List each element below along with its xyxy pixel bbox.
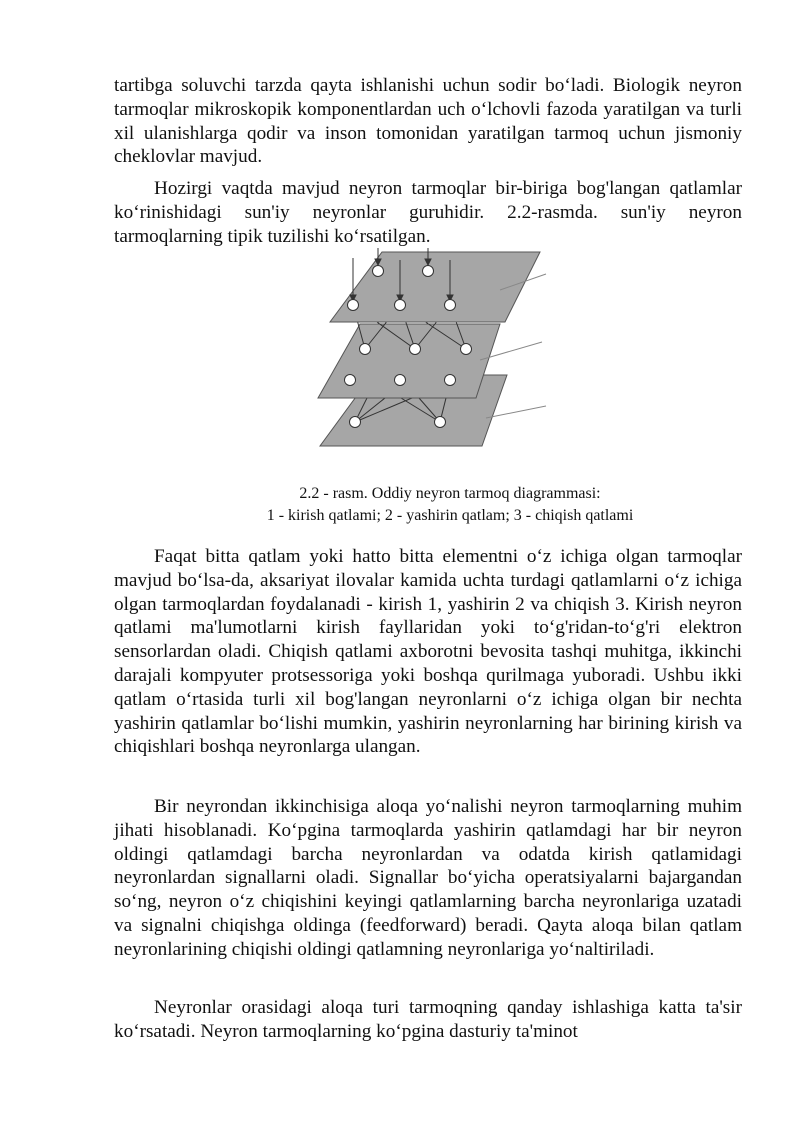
neuron xyxy=(350,417,361,428)
paragraph-1: tartibga soluvchi tarzda qayta ishlanishi uchun sodir bo‘ladi. Biologik neyron tarmoqlar mikroskopik komponentlardan uch o‘lchovli fazoda yaratilgan va turli xil ulanishlarga qodir va inson tomonidan yaratilgan tarmoq uchun jismoniy cheklovlar mavjud. xyxy=(114,75,742,168)
neuron xyxy=(423,266,434,277)
neuron xyxy=(395,375,406,386)
paragraph-5: Neyronlar orasidagi aloqa turi tarmoqning qanday ishlashiga katta ta'sir ko‘rsatadi. Neyron tarmoqlarning ko‘pgina dasturiy ta'minot xyxy=(114,997,742,1042)
neuron xyxy=(345,375,356,386)
figure-caption-title: 2.2 - rasm. Oddiy neyron tarmoq diagrammasi: xyxy=(299,485,601,502)
neuron xyxy=(395,300,406,311)
neuron xyxy=(410,344,421,355)
paragraph-3: Faqat bitta qatlam yoki hatto bitta elementni o‘z ichiga olgan tarmoqlar mavjud bo‘lsa-da, aksariyat ilovalar kamida uchta turdagi qatlamlarni o‘z ichiga olgan tarmoqlardan foydalanadi - kirish 1, yashirin 2 va chiqish 3. Kirish neyron qatlami ma'lumotlarni kirish fayllaridan yoki to‘g'ridan-to‘g'ri elektron sensorlardan oladi. Chiqish qatlami axborotni bevosita tashqi muhitga, ikkinchi darajali kompyuter protsessoriga yoki boshqa qurilmaga yuboradi. Ushbu ikki qatlam o‘rtasida turli xil bog'langan neyronlarni o‘z ichiga olgan bir nechta yashirin qatlamlar bo‘lishi mumkin, yashirin neyronlarning har birining kirish va chiqishlari boshqa neyronlarga ulangan. xyxy=(114,546,742,758)
neuron xyxy=(348,300,359,311)
hidden-layer-plane xyxy=(318,324,500,398)
paragraph-2: Hozirgi vaqtda mavjud neyron tarmoqlar bir-biriga bog'langan qatlamlar ko‘rinishidagi sun'iy neyronlar guruhidir. 2.2-rasmda. sun'iy neyron tarmoqlarning tipik tuzilishi ko‘rsatilgan. xyxy=(114,178,742,247)
neuron xyxy=(461,344,472,355)
neuron xyxy=(360,344,371,355)
neuron xyxy=(435,417,446,428)
figure-caption-legend: 1 - kirish qatlami; 2 - yashirin qatlam; 3 - chiqish qatlami xyxy=(266,507,634,524)
neural-network-diagram xyxy=(310,248,550,466)
neuron xyxy=(373,266,384,277)
paragraph-4: Bir neyrondan ikkinchisiga aloqa yo‘nalishi neyron tarmoqlarning muhim jihati hisoblanadi. Ko‘pgina tarmoqlarda yashirin qatlamdagi har bir neyron oldingi qatlamdagi barcha neyronlardan va odatda kirish qatlamidagi neyronlardan signallarni oladi. Signallar bo‘yicha operatsiyalarni bajargandan so‘ng, neyron o‘z chiqishini keyingi qatlamlarning barcha neyronlariga uzatadi va signalni chiqishga oldinga (feedforward) beradi. Qayta aloqa bilan qatlam neyronlarining chiqishi oldingi qatlamning neyronlariga yo‘naltiriladi. xyxy=(114,796,742,960)
neuron xyxy=(445,300,456,311)
neuron xyxy=(445,375,456,386)
